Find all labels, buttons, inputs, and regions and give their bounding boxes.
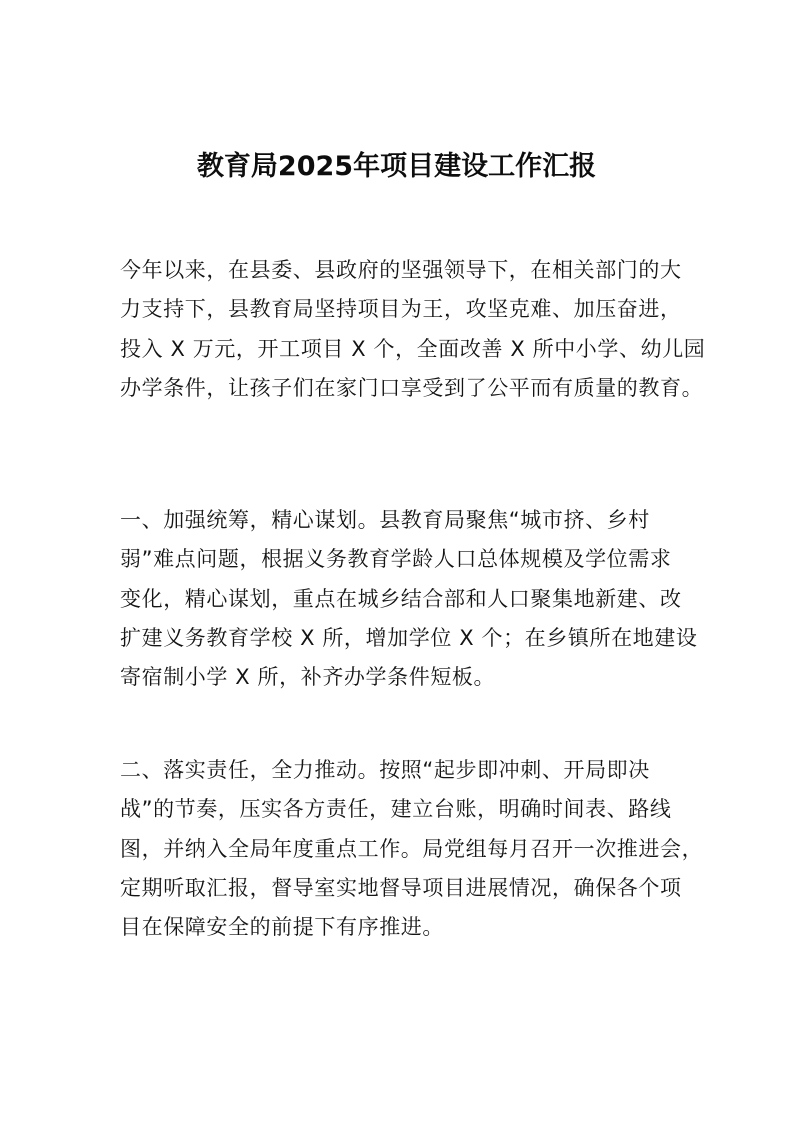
paragraph-line: 弱”难点问题，根据义务教育学龄人口总体规模及学位需求 (120, 547, 672, 572)
intro-paragraph (120, 251, 706, 408)
paragraph-line: 图，并纳入全局年度重点工作。局党组每月召开一次推进会， (120, 836, 704, 861)
paragraph-line: 战”的节奏，压实各方责任，建立台账，明确时间表、路线 (120, 797, 672, 822)
section-2-paragraph (120, 751, 704, 947)
document-title: 教育局2025年项目建设工作汇报 (196, 151, 597, 183)
paragraph-line: 一、加强统筹，精心谋划。县教育局聚焦“城市挤、乡村 (120, 508, 650, 532)
paragraph-line: 寄宿制小学 X 所，补齐办学条件短板。 (120, 665, 496, 690)
paragraph-line: 今年以来，在县委、县政府的坚强领导下，在相关部门的大 (120, 258, 682, 282)
paragraph-line: 办学条件，让孩子们在家门口享受到了公平而有质量的教育。 (120, 375, 704, 400)
paragraph-line: 二、落实责任，全力推动。按照“起步即冲刺、开局即决 (120, 758, 650, 782)
section-1-paragraph (120, 501, 698, 697)
paragraph-line: 投入 X 万元，开工项目 X 个，全面改善 X 所中小学、幼儿园 (120, 336, 706, 361)
paragraph-line: 目在保障安全的前提下有序推进。 (120, 915, 444, 940)
paragraph-line: 定期听取汇报，督导室实地督导项目进展情况，确保各个项 (120, 875, 682, 900)
paragraph-line: 变化，精心谋划，重点在城乡结合部和人口聚集地新建、改 (120, 586, 682, 611)
paragraph-line: 扩建义务教育学校 X 所，增加学位 X 个；在乡镇所在地建设 (120, 625, 698, 650)
paragraph-line: 力支持下，县教育局坚持项目为王，攻坚克难、加压奋进， (120, 297, 682, 322)
